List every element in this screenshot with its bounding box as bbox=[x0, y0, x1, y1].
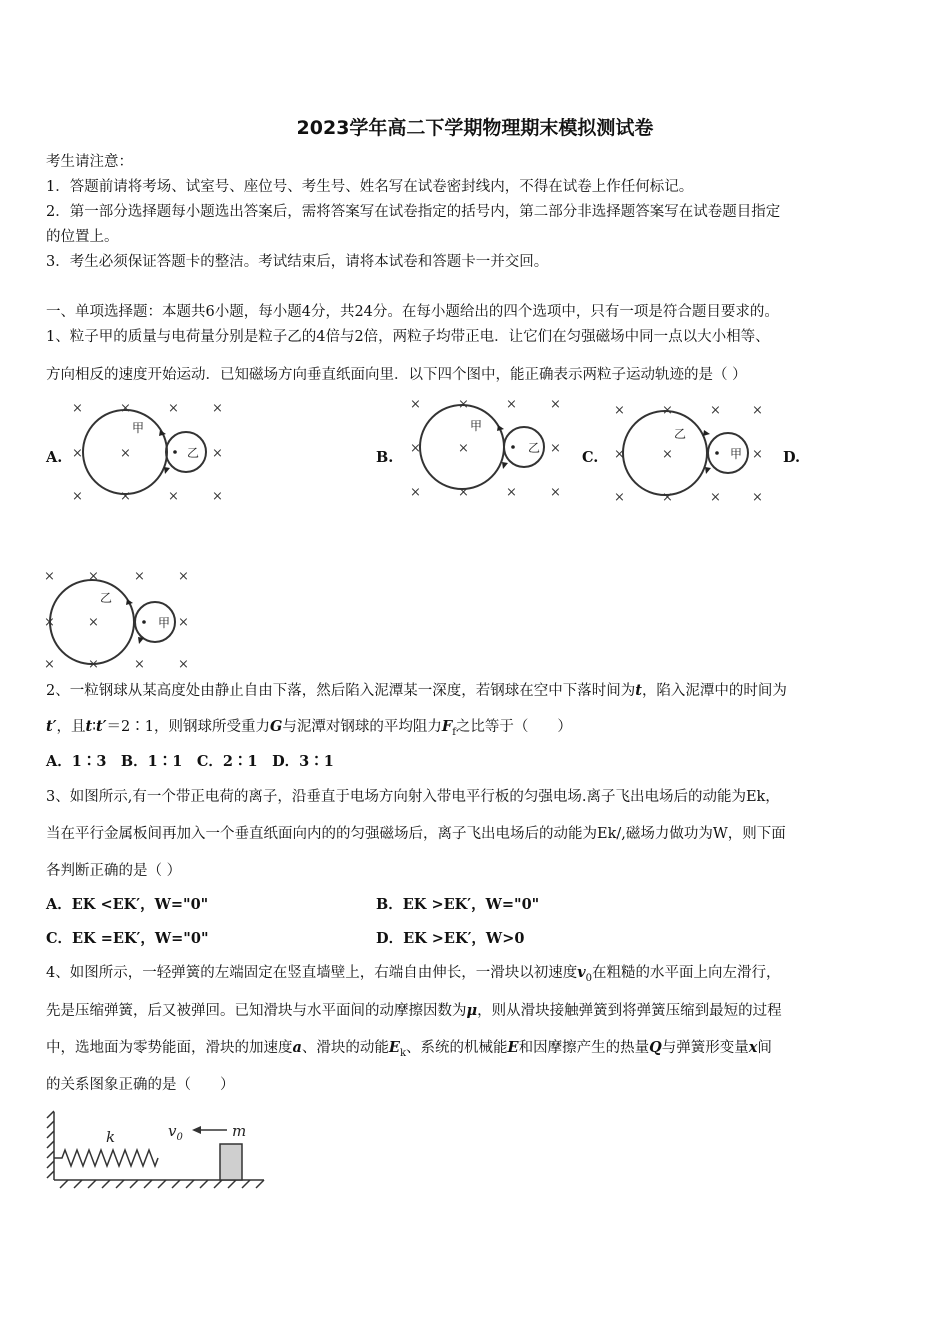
spring bbox=[54, 1150, 158, 1166]
q2-text-2d: 与泥潭对钢球的平均阻力 bbox=[282, 719, 442, 735]
cross-mark: × bbox=[662, 403, 673, 418]
var-g: G bbox=[270, 718, 283, 735]
cross-mark: × bbox=[506, 397, 517, 412]
velocity-label bbox=[168, 1122, 183, 1143]
var-v: v bbox=[577, 964, 586, 981]
cross-mark: × bbox=[662, 490, 673, 505]
wall-hatch bbox=[47, 1111, 54, 1178]
q3-text-1: 3、如图所示,有一个带正电荷的离子，沿垂直于电场方向射入带电平行板的匀强电场.离子飞出电场后的动能为Ek， bbox=[46, 789, 780, 805]
q2-text-2a: ，且 bbox=[56, 719, 86, 735]
q1-figure-d bbox=[50, 580, 175, 664]
q3-text-2: 当在平行金属板间再加入一个垂直纸面向内的的匀强磁场后，离子飞出电场后的动能为Ek/,磁场力做功为W，则下面 bbox=[46, 826, 786, 842]
cross-mark: × bbox=[410, 441, 421, 456]
page-title: 2023学年高二下学期物理期末模拟测试卷 bbox=[296, 117, 654, 139]
q2-text-2c: ＝2∶1，则钢球所受重力 bbox=[106, 719, 270, 735]
cross-mark: × bbox=[614, 447, 625, 462]
q4-text-3b: 、滑块的动能 bbox=[301, 1040, 389, 1056]
q4-text-3 bbox=[46, 1038, 772, 1064]
cross-mark: × bbox=[168, 401, 179, 416]
cross-mark: × bbox=[550, 397, 561, 412]
cross-mark: × bbox=[120, 401, 131, 416]
q1-option-a[interactable]: A. bbox=[46, 449, 63, 466]
cross-mark: × bbox=[72, 446, 83, 461]
var-t: t bbox=[635, 682, 642, 699]
cross-mark: × bbox=[710, 403, 721, 418]
cross-mark: × bbox=[458, 485, 469, 500]
q4-figure bbox=[44, 1108, 284, 1198]
var-t: t bbox=[85, 718, 93, 735]
notice-item-2-cont: 的位置上。 bbox=[46, 229, 119, 245]
cross-mark: × bbox=[44, 657, 55, 672]
var-q: Q bbox=[649, 1039, 662, 1056]
q2-text-2 bbox=[46, 717, 572, 743]
var-e: E bbox=[507, 1039, 519, 1056]
q3-option-a[interactable]: A．EK <EK′，W="0" bbox=[46, 896, 209, 913]
slider-block bbox=[220, 1144, 242, 1180]
velocity-label-sub: 0 bbox=[176, 1132, 183, 1143]
mass-label-m: m bbox=[232, 1122, 247, 1140]
cross-mark: × bbox=[212, 401, 223, 416]
q4-text-3c: 、系统的机械能 bbox=[406, 1040, 508, 1056]
notice-item-1: 1．答题前请将考场、试室号、座位号、考生号、姓名写在试卷密封线内，不得在试卷上作任何标记。 bbox=[46, 179, 694, 195]
q1-text-1: 1、粒子甲的质量与电荷量分别是粒子乙的4倍与2倍，两粒子均带正电．让它们在匀强磁场中同一点以大小相等、 bbox=[46, 329, 770, 345]
notice-item-3: 3．考生必须保证答题卡的整洁。考试结束后，请将本试卷和答题卡一并交回。 bbox=[46, 254, 549, 270]
cross-mark: × bbox=[88, 569, 99, 584]
q2-ratio-colon: ∶ bbox=[92, 719, 97, 735]
var-t-prime: t′ bbox=[96, 718, 107, 735]
q4-text-2 bbox=[46, 1001, 782, 1021]
cross-mark: × bbox=[506, 485, 517, 500]
label-yi-b: 乙 bbox=[528, 441, 541, 455]
label-yi-d: 乙 bbox=[100, 591, 113, 605]
label-jia-b: 甲 bbox=[470, 419, 483, 433]
cross-mark: × bbox=[710, 490, 721, 505]
q4-text-1a: 4、如图所示，一轻弹簧的左端固定在竖直墙壁上，右端自由伸长，一滑块以初速度 bbox=[46, 965, 578, 981]
var-f: F bbox=[441, 718, 453, 735]
sub-f: f bbox=[452, 726, 456, 738]
cross-mark: × bbox=[120, 489, 131, 504]
cross-mark: × bbox=[550, 441, 561, 456]
cross-mark: × bbox=[178, 615, 189, 630]
q4-text-3d: 和因摩擦产生的热量 bbox=[518, 1040, 650, 1056]
cross-mark: × bbox=[458, 441, 469, 456]
q4-text-4: 的关系图象正确的是（ ） bbox=[46, 1077, 235, 1093]
cross-mark: × bbox=[134, 569, 145, 584]
cross-mark: × bbox=[72, 489, 83, 504]
label-jia-a: 甲 bbox=[132, 421, 145, 435]
cross-mark: × bbox=[134, 657, 145, 672]
cross-mark: × bbox=[212, 489, 223, 504]
q2-text-1 bbox=[46, 681, 787, 701]
q4-text-3a: 中，选地面为零势能面，滑块的加速度 bbox=[46, 1040, 293, 1056]
q2-text-2e: 之比等于（ ） bbox=[455, 719, 572, 735]
q3-option-b[interactable]: B．EK >EK′，W="0" bbox=[376, 896, 540, 913]
cross-mark: × bbox=[614, 490, 625, 505]
cross-mark: × bbox=[88, 615, 99, 630]
label-yi-a: 乙 bbox=[187, 446, 200, 460]
var-e: E bbox=[388, 1039, 400, 1056]
var-a: a bbox=[292, 1039, 302, 1056]
var-mu: μ bbox=[466, 1002, 478, 1019]
cross-mark: × bbox=[212, 446, 223, 461]
label-jia-c: 甲 bbox=[730, 447, 743, 461]
sub-0: 0 bbox=[585, 972, 593, 984]
label-yi-c: 乙 bbox=[674, 427, 687, 441]
notice-heading: 考生请注意： bbox=[46, 154, 133, 170]
cross-mark: × bbox=[550, 485, 561, 500]
q1-text-2: 方向相反的速度开始运动．已知磁场方向垂直纸面向里．以下四个图中，能正确表示两粒子运动轨迹的是（ ） bbox=[46, 367, 747, 383]
q4-text-3e: 与弹簧形变量 bbox=[661, 1040, 749, 1056]
q1-figure-b bbox=[420, 405, 544, 489]
cross-mark: × bbox=[458, 397, 469, 412]
q4-text-1 bbox=[46, 963, 781, 989]
q4-text-2a: 先是压缩弹簧，后又被弹回。已知滑块与水平面间的动摩擦因数为 bbox=[46, 1003, 467, 1019]
label-jia-d: 甲 bbox=[158, 616, 171, 630]
cross-mark: × bbox=[72, 401, 83, 416]
notice-item-2: 2．第一部分选择题每小题选出答案后，需将答案写在试卷指定的括号内，第二部分非选择题答案写在试卷题目指定 bbox=[46, 204, 781, 220]
cross-mark: × bbox=[752, 403, 763, 418]
cross-mark: × bbox=[614, 403, 625, 418]
q1-figures bbox=[0, 390, 950, 680]
q4-text-2b: ，则从滑块接触弹簧到将弹簧压缩到最短的过程 bbox=[477, 1003, 782, 1019]
spring-label-k: k bbox=[106, 1128, 116, 1146]
cross-mark: × bbox=[752, 490, 763, 505]
cross-mark: × bbox=[662, 447, 673, 462]
q3-text-3: 各判断正确的是（ ） bbox=[46, 863, 182, 879]
q1-option-d[interactable]: D. bbox=[783, 449, 801, 466]
cross-mark: × bbox=[44, 615, 55, 630]
cross-mark: × bbox=[44, 569, 55, 584]
var-t-prime: t′ bbox=[46, 718, 57, 735]
floor-hatch bbox=[60, 1180, 264, 1188]
q2-text-1a: 2、一粒钢球从某高度处由静止自由下落，然后陷入泥潭某一深度，若钢球在空中下落时间为 bbox=[46, 683, 636, 699]
q1-option-b[interactable]: B. bbox=[376, 449, 394, 466]
cross-mark: × bbox=[168, 489, 179, 504]
sub-k: k bbox=[399, 1047, 407, 1059]
q3-option-d[interactable]: D．EK >EK′，W>0 bbox=[376, 930, 525, 947]
cross-mark: × bbox=[410, 485, 421, 500]
velocity-label-v: v bbox=[168, 1122, 177, 1140]
cross-mark: × bbox=[752, 447, 763, 462]
section-heading: 一、单项选择题：本题共6小题，每小题4分，共24分。在每小题给出的四个选项中，只有一项是符合题目要求的。 bbox=[46, 304, 779, 320]
cross-mark: × bbox=[410, 397, 421, 412]
q4-text-3f: 间 bbox=[757, 1040, 772, 1056]
cross-mark: × bbox=[178, 569, 189, 584]
q2-options[interactable]: A．1∶3 B．1∶1 C．2∶1 D．3∶1 bbox=[46, 753, 334, 770]
q1-option-c[interactable]: C. bbox=[582, 449, 599, 466]
circle-yi-a bbox=[166, 432, 206, 472]
cross-mark: × bbox=[88, 657, 99, 672]
q2-text-1b: ，陷入泥潭中的时间为 bbox=[641, 683, 787, 699]
var-x: x bbox=[748, 1039, 758, 1056]
q3-option-c[interactable]: C．EK =EK′，W="0" bbox=[46, 930, 209, 947]
cross-mark: × bbox=[178, 657, 189, 672]
q4-text-1b: 在粗糙的水平面上向左滑行， bbox=[592, 965, 781, 981]
velocity-arrowhead bbox=[192, 1126, 201, 1134]
cross-mark: × bbox=[120, 446, 131, 461]
